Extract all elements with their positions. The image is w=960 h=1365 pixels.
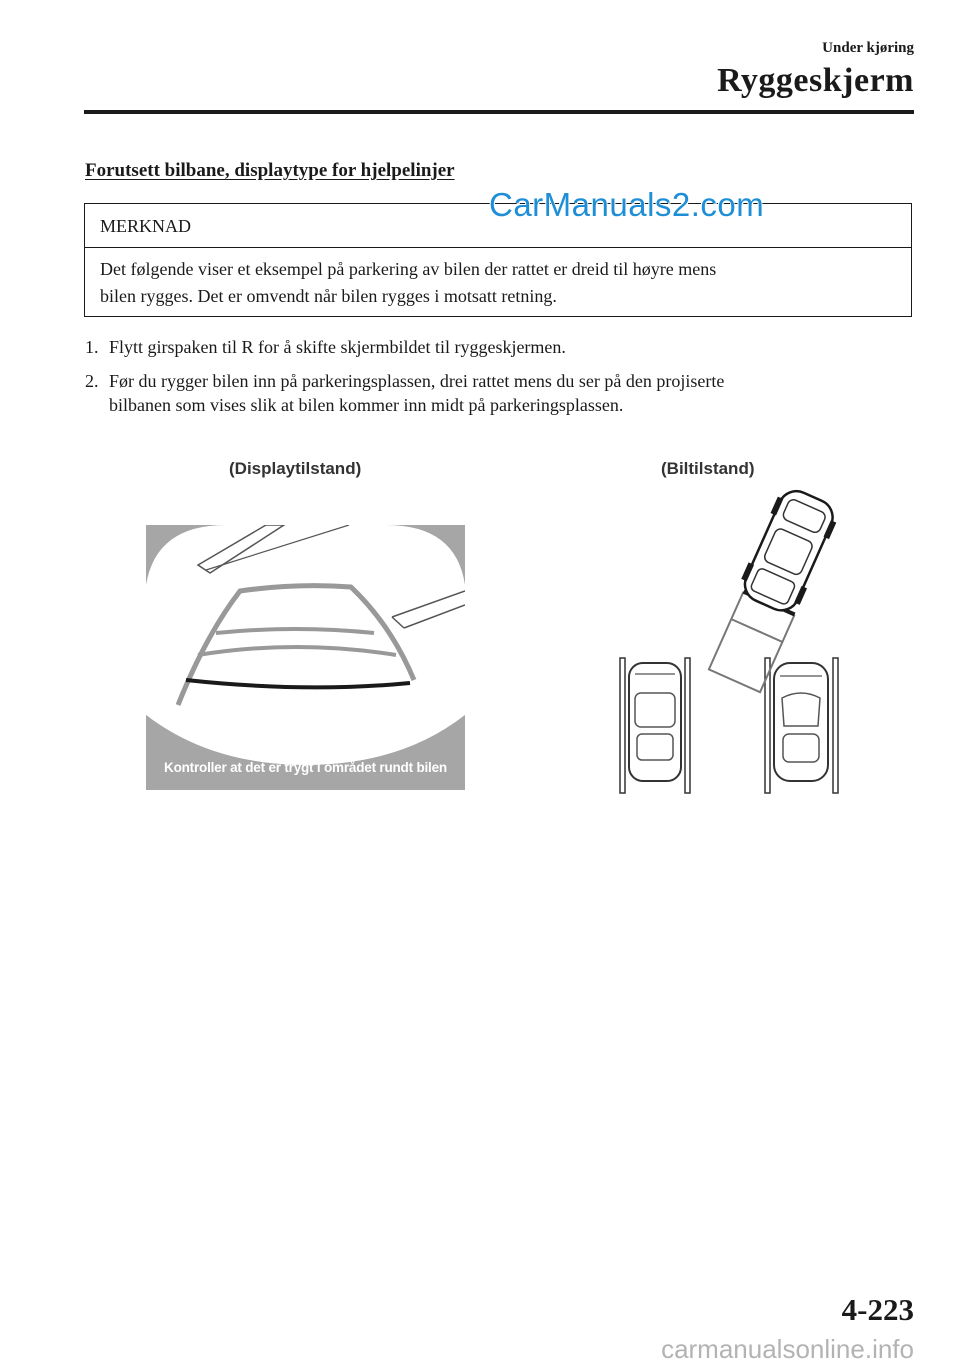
- step-1-number: 1.: [85, 337, 99, 357]
- step-1-text: Flytt girspaken til R for å skifte skjermbildet til ryggeskjermen.: [109, 337, 566, 357]
- bay-line-right: [833, 658, 838, 793]
- parked-car-right: [774, 663, 828, 781]
- camera-view-area: [146, 525, 465, 765]
- step-1: [85, 334, 566, 361]
- bay-line-left: [620, 658, 625, 793]
- note-line-2: bilen rygges. Det er omvendt når bilen rygges i motsatt retning.: [100, 286, 557, 306]
- bay-line-center-left: [685, 658, 690, 793]
- note-line-1: Det følgende viser et eksempel på parkering av bilen der rattet er dreid til høyre mens: [100, 259, 717, 279]
- chapter-header: Under kjøring: [822, 40, 914, 56]
- header-rule: [84, 110, 914, 114]
- section-header: Ryggeskjerm: [717, 62, 914, 99]
- display-state-label: (Displaytilstand): [229, 459, 362, 478]
- watermark-logo: CarManuals2.com: [489, 186, 765, 223]
- step-2-text: Før du rygger bilen inn på parkeringsplassen, drei rattet mens du ser på den projiserte: [109, 371, 725, 391]
- vehicle-state-illustration: [600, 488, 860, 803]
- step-2-continuation: bilbanen som vises slik at bilen kommer inn midt på parkeringsplassen.: [109, 395, 624, 415]
- reversing-car: [736, 488, 842, 618]
- note-heading: MERKNAD: [100, 216, 192, 236]
- subsection-title: Forutsett bilbane, displaytype for hjelpelinjer: [85, 160, 455, 181]
- note-body: [100, 256, 897, 310]
- page-number: 4-223: [841, 1292, 914, 1327]
- vehicle-state-label: (Biltilstand): [661, 459, 755, 478]
- footer-watermark: carmanualsonline.info: [661, 1334, 914, 1364]
- step-2: [85, 368, 724, 395]
- parked-car-left: [629, 663, 681, 781]
- display-caption: Kontroller at det er trygt i området rundt bilen: [164, 760, 447, 775]
- rear-camera-display-illustration: [146, 525, 465, 790]
- step-2-number: 2.: [85, 371, 99, 391]
